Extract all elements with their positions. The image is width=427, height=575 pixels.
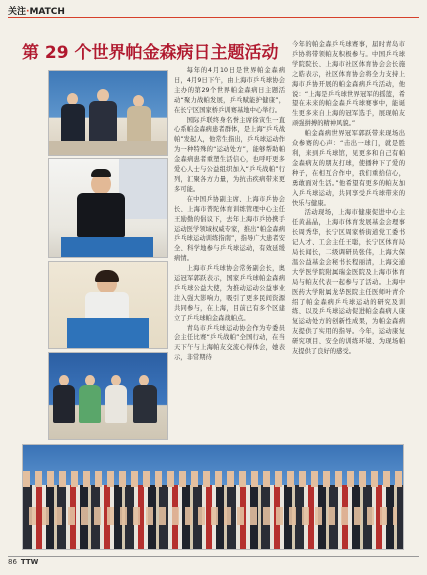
- photo-group: [22, 444, 404, 550]
- paragraph: 青岛市乒乓球运动协会作为专委员会主任比赛“乒乓战帕”全国行动，在当天下午与上海帕友交流心得体会，她表示，非常期待: [174, 324, 285, 362]
- subsection-label: MATCH: [29, 7, 65, 17]
- section-tag: [8, 4, 65, 17]
- page-number: 86: [8, 558, 17, 566]
- paragraph: 上海市乒乓球协会常务副会长，奥运冠军郭跃表示，国家乒乓球帕金森病乒乓球公益大使，为推动运动公益事业注入强大影响力，吸引了更多民间资源共同参与，在上海，目前已有多个区建立了乒乓球帕金森战帕点。: [174, 265, 285, 322]
- top-rule: [8, 17, 419, 18]
- photo-panel: [48, 352, 168, 440]
- paragraph: 帕金森病世界冠军郭跃带来现场出众参赛的心声：“击出一球门，就是胜利，来到乒乓球馆，见更多和自己有帕金森病友的朋友打球，使播种下了爱的种子，在相互合作中，我们重拾信心，勇敢面对生活。”他希望有更多的帕友加入乒乓球运动，共同享受乒乓球带来的快乐与健康。: [292, 130, 405, 207]
- text-column-right: [292, 40, 405, 357]
- page-footer: [8, 558, 38, 566]
- magazine-brand: TTW: [20, 558, 39, 566]
- section-label: 关注: [8, 7, 27, 17]
- article-title: 第 29 个世界帕金森病日主题活动: [22, 43, 279, 63]
- paragraph: 每年的4月10日是世界帕金森病日，4月9日下午，由上海市乒乓球协会主办的第29个世界帕金森病日主题活动“聚力战帕发展，乒乓赋能护健康”，在长宁区国家桥乒训赛基地中心举行。: [174, 67, 285, 114]
- paragraph: 在中国乒协副主席、上海市乒协会长、上海市普陀体育训练管理中心主任王励勤的倡议下，去年上海市乒协携手运动医学领域权威专家，推出“帕金森病乒乓球运动训练指南”，指导广大患者安全、科学地参与乒乓球运动，有效延缓病情。: [174, 195, 285, 263]
- text-column-middle: [174, 66, 285, 363]
- paragraph: 活动现场，上海市健康促进中心主任黄晶晶，上海市体育发展基金会理事长周秀华，长宁区周家桥街道党工委书记人才、工会主任王聪，长宁区体育局局长闻长，二级调研员张伟，上海大保温公益基金会秘书长程丽清，上海交通大学医学院附属瑞金医院及上海市体育局与帕友代表一起参与了活动。上海中医药大学附属龙华医院主任医师叶青介绍了帕金森病乒乓球运动的研究及训练、以及乒乓球运动促进帕金森病人康复运动处方的创新性成果，为帕金森病友提供了实用的指导。今年，运动康复研究项目、安全的训练环境、为现场帕友提供了良好的感受。: [292, 209, 405, 356]
- section-separator: ·: [26, 7, 30, 17]
- paragraph: 国际乒联终身名誉主席徐寅生一直心系帕金森病患者群体，是上海“乒乓战帕”发起人，他常生指出，乒乓球运动作为一种特殊的“运动处方”，能够帮助帕金森病患者重塑生活信心，也呼吁更多爱心人士与公益组织加入“乒乓战帕”行列，汇聚各方力量，为抗击疾病带来更多可能。: [174, 116, 285, 193]
- paragraph: 今年的帕金森乒乓球赛事，届时青岛市乒协将带领帕友积极参与。中国乒乓球学院院长、上海市社区体育协会会长施之皓表示，社区体育协会将全力支持上海市乒协开展的帕金森病乒乓活动，他说：“上海是乒乓球世界冠军的摇篮，希望在未来的帕金森乒乓球赛事中，能诞生更多来自上海的冠军选手，展现帕友顽强拼搏的精神风貌。”: [292, 41, 405, 128]
- bottom-rule: [8, 556, 419, 557]
- photo-speakers: [48, 70, 168, 156]
- photo-speaker-mic: [48, 158, 168, 258]
- photo-lectern: [48, 261, 168, 349]
